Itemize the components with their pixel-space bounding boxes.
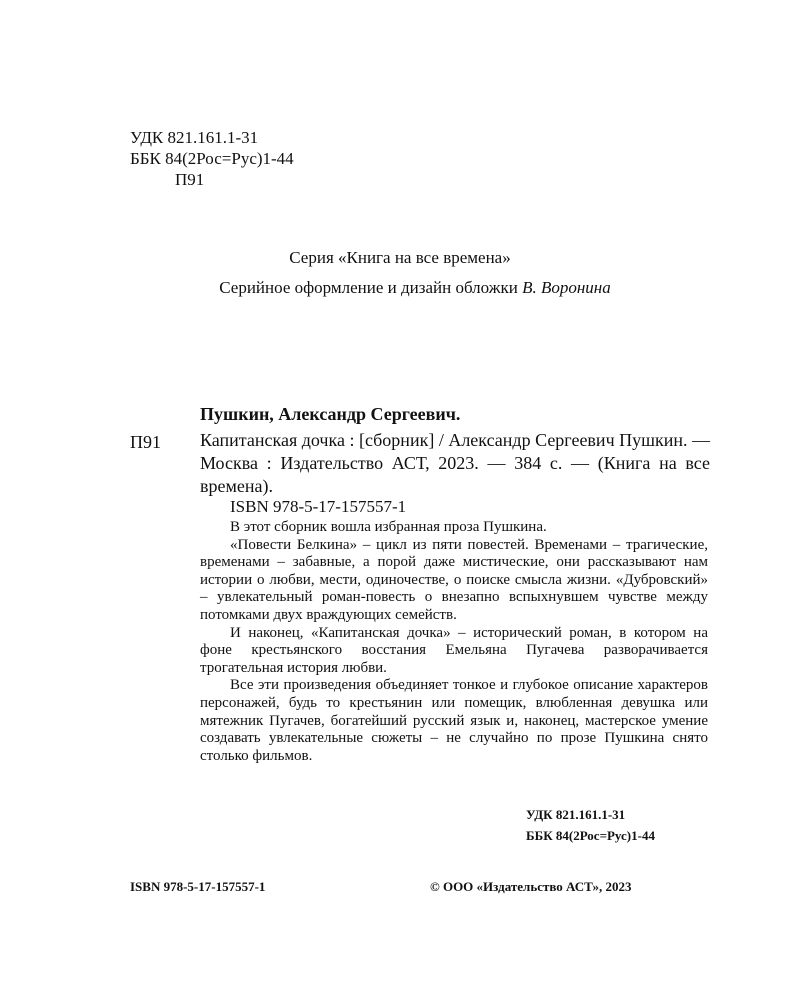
series-line: Серия «Книга на все времена» — [289, 248, 511, 267]
classification-block — [130, 127, 294, 190]
design-credit — [0, 273, 800, 303]
copyright: © ООО «Издательство АСТ», 2023 — [430, 879, 632, 894]
footer-bbk: ББК 84(2Рос=Рус)1-44 — [526, 828, 655, 843]
annotation-paragraph: В этот сборник вошла избранная проза Пушкина. — [230, 519, 547, 535]
bibliographic-description: Капитанская дочка : [сборник] / Александр Сергеевич Пушкин. — Москва : Издательство АСТ, 2023. — 384 с. — (Книга на все времена). — [200, 430, 710, 496]
designer-name: В. Воронина — [522, 278, 611, 297]
annotation-paragraph: И наконец, «Капитанская дочка» – исторический роман, в котором на фоне крестьянского восстания Емельяна Пугачева разворачивается трогательная история любви. — [200, 624, 708, 676]
bbk-code: ББК 84(2Рос=Рус)1-44 — [130, 149, 294, 168]
annotation-paragraph: «Повести Белкина» – цикл из пяти повестей. Временами – трагические, временами – забавные, а порой даже мистические, они рассказывают нам истории о любви, мести, одиночестве, о поиске смысла жизни. «Дубровский» – увлекательный роман-повесть о внезапно вспыхнувшем чувстве между потомками двух враждующих семейств. — [200, 536, 708, 623]
series-block — [0, 243, 800, 303]
annotation — [200, 519, 708, 765]
annotation-paragraph: Все эти произведения объединяет тонкое и глубокое описание характеров персонажей, будь то крестьянин или помещик, влюбленная девушка или мятежник Пугачев, богатейший русский язык и, наконец, мастерское умение создавать увлекательные сюжеты – не случайно по прозе Пушкина снято столько фильмов. — [200, 677, 708, 764]
footer-classification — [526, 804, 655, 846]
author-heading: Пушкин, Александр Сергеевич. — [200, 404, 461, 424]
footer-isbn: ISBN 978-5-17-157557-1 — [130, 879, 266, 894]
isbn: ISBN 978-5-17-157557-1 — [230, 497, 407, 516]
design-credit-prefix: Серийное оформление и дизайн обложки — [219, 278, 518, 297]
bibliographic-code: П91 — [130, 432, 161, 452]
author-code: П91 — [175, 170, 205, 189]
udk-code: УДК 821.161.1-31 — [130, 128, 259, 147]
footer-udk: УДК 821.161.1-31 — [526, 807, 626, 822]
